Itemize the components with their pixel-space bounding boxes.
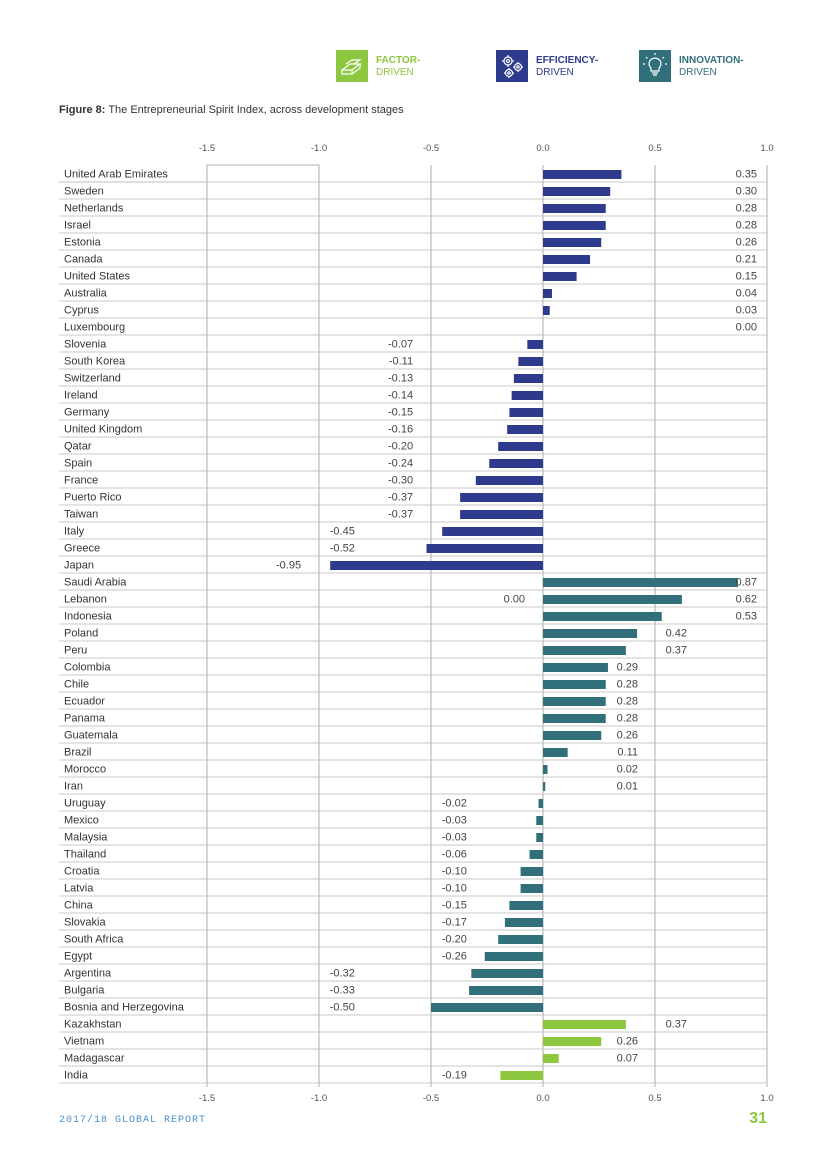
country-label: Guatemala <box>64 729 118 742</box>
value-label: -0.11 <box>388 355 414 368</box>
bar <box>543 612 662 621</box>
value-label: -0.10 <box>441 865 467 878</box>
value-label: -0.03 <box>441 814 467 827</box>
country-label: Estonia <box>64 236 101 249</box>
bar <box>536 816 543 825</box>
country-label: United Kingdom <box>64 423 143 436</box>
bar <box>543 680 606 689</box>
bar <box>543 782 545 791</box>
bar <box>543 238 601 247</box>
tick-label-top: -0.5 <box>422 143 440 154</box>
value-label: 0.11 <box>617 746 638 759</box>
value-label: -0.24 <box>388 457 414 470</box>
country-label: Panama <box>64 712 105 725</box>
legend-line1: EFFICIENCY- <box>536 55 599 66</box>
value-label: -0.37 <box>388 508 414 521</box>
bar <box>460 510 543 519</box>
bar <box>521 867 543 876</box>
bar <box>543 629 637 638</box>
tick-label-bottom: 0.0 <box>536 1093 550 1104</box>
tick-label-top: 0.0 <box>536 143 550 154</box>
bar <box>527 340 543 349</box>
country-label: Argentina <box>64 967 112 980</box>
value-label: 0.30 <box>735 185 757 198</box>
value-label: -0.13 <box>388 372 414 385</box>
bar <box>507 425 543 434</box>
value-label: 0.37 <box>665 644 687 657</box>
country-label: Colombia <box>64 661 111 674</box>
country-label: Poland <box>64 627 99 640</box>
value-label: -0.37 <box>388 491 414 504</box>
country-label: Canada <box>64 253 103 266</box>
country-label: Morocco <box>64 763 107 776</box>
value-label: 0.62 <box>735 593 757 606</box>
tick-label-bottom: 1.0 <box>760 1093 774 1104</box>
country-label: Mexico <box>64 814 99 827</box>
value-label: -0.02 <box>441 797 467 810</box>
value-label: -0.26 <box>441 950 467 963</box>
country-label: Indonesia <box>64 610 112 623</box>
bar <box>500 1071 543 1080</box>
value-label: 0.28 <box>616 712 638 725</box>
value-label: 0.26 <box>616 1035 638 1048</box>
tick-label-top: 1.0 <box>760 143 774 154</box>
value-label: -0.17 <box>441 916 467 929</box>
country-label: Taiwan <box>64 508 99 521</box>
country-label: Japan <box>64 559 94 572</box>
value-label: 0.37 <box>665 1018 687 1031</box>
bar <box>509 901 543 910</box>
bar <box>442 527 543 536</box>
value-label: 0.15 <box>735 270 757 283</box>
country-label: Malaysia <box>64 831 108 844</box>
bar <box>543 272 577 281</box>
country-label: Luxembourg <box>64 321 126 334</box>
bar <box>530 850 543 859</box>
legend-line1: INNOVATION- <box>679 55 744 66</box>
value-label: -0.20 <box>388 440 414 453</box>
country-label: Qatar <box>64 440 92 453</box>
bar <box>543 595 682 604</box>
bar <box>543 204 606 213</box>
country-label: Brazil <box>64 746 92 759</box>
country-label: Bulgaria <box>64 984 105 997</box>
bar <box>543 578 738 587</box>
bar <box>512 391 543 400</box>
bar <box>543 748 568 757</box>
value-label: 0.35 <box>735 168 757 181</box>
bar <box>469 986 543 995</box>
country-label: France <box>64 474 99 487</box>
bar <box>539 799 543 808</box>
country-label: United States <box>64 270 131 283</box>
bar <box>543 221 606 230</box>
bar <box>543 187 610 196</box>
country-label: Israel <box>64 219 91 232</box>
bar <box>489 459 543 468</box>
value-label: 0.26 <box>616 729 638 742</box>
country-label: Vietnam <box>64 1035 105 1048</box>
value-label: 0.03 <box>735 304 757 317</box>
bar <box>498 935 543 944</box>
bar <box>543 289 552 298</box>
tick-label-bottom: 0.5 <box>648 1093 662 1104</box>
bar <box>543 306 550 315</box>
country-label: Thailand <box>64 848 107 861</box>
country-label: Iran <box>64 780 83 793</box>
value-label: 0.53 <box>735 610 757 623</box>
country-label: Australia <box>64 287 107 300</box>
value-label: -0.45 <box>329 525 355 538</box>
country-label: India <box>64 1069 88 1082</box>
bar <box>543 697 606 706</box>
bar <box>514 374 543 383</box>
tick-label-bottom: -1.0 <box>310 1093 328 1104</box>
country-label: Lebanon <box>64 593 107 606</box>
country-label: Peru <box>64 644 88 657</box>
country-label: Slovakia <box>64 916 106 929</box>
page-number: 31 <box>749 1110 767 1127</box>
value-label: -0.07 <box>388 338 414 351</box>
bar <box>543 765 547 774</box>
value-label: -0.14 <box>388 389 414 402</box>
value-label: -0.33 <box>329 984 355 997</box>
country-label: South Africa <box>64 933 124 946</box>
country-label: Saudi Arabia <box>64 576 127 589</box>
bar <box>543 646 626 655</box>
country-label: Cyprus <box>64 304 99 317</box>
bar <box>543 1037 601 1046</box>
bar <box>427 544 543 553</box>
country-label: Uruguay <box>64 797 106 810</box>
bar <box>543 255 590 264</box>
tick-label-top: 0.5 <box>648 143 662 154</box>
country-label: Slovenia <box>64 338 107 351</box>
country-label: Madagascar <box>64 1052 125 1065</box>
tick-label-bottom: -0.5 <box>422 1093 440 1104</box>
bar <box>521 884 543 893</box>
bar <box>543 714 606 723</box>
country-label: Switzerland <box>64 372 121 385</box>
bar <box>505 918 543 927</box>
bar <box>543 731 601 740</box>
value-label: 0.00 <box>735 321 757 334</box>
legend-line2: DRIVEN <box>376 67 414 78</box>
value-label: 0.26 <box>735 236 757 249</box>
country-label: Ecuador <box>64 695 105 708</box>
value-label: -0.15 <box>388 406 414 419</box>
figure-title: The Entrepreneurial Spirit Index, across development stages <box>108 104 404 116</box>
country-label: Puerto Rico <box>64 491 122 504</box>
value-label: -0.30 <box>388 474 414 487</box>
bar <box>431 1003 543 1012</box>
value-label: -0.50 <box>329 1001 355 1014</box>
bar <box>476 476 543 485</box>
country-label: Italy <box>64 525 85 538</box>
value-label-extra: 0.00 <box>503 593 525 606</box>
bar <box>509 408 543 417</box>
value-label: -0.32 <box>329 967 355 980</box>
value-label: 0.04 <box>735 287 757 300</box>
value-label: -0.06 <box>441 848 467 861</box>
value-label: -0.20 <box>441 933 467 946</box>
country-label: Greece <box>64 542 101 555</box>
value-label: 0.02 <box>616 763 638 776</box>
bar <box>543 1020 626 1029</box>
value-label: -0.52 <box>329 542 355 555</box>
value-label: 0.28 <box>616 695 638 708</box>
value-label: -0.19 <box>441 1069 467 1082</box>
value-label: 0.87 <box>735 576 757 589</box>
country-label: Latvia <box>64 882 94 895</box>
bar <box>536 833 543 842</box>
value-label: -0.95 <box>276 559 302 572</box>
country-label: Spain <box>64 457 93 470</box>
bar <box>330 561 543 570</box>
country-label: Sweden <box>64 185 104 198</box>
value-label: -0.15 <box>441 899 467 912</box>
country-label: China <box>64 899 93 912</box>
value-label: 0.07 <box>616 1052 638 1065</box>
footer-report-title: 2017/18 GLOBAL REPORT <box>59 1115 207 1126</box>
value-label: -0.16 <box>388 423 414 436</box>
bar <box>543 1054 559 1063</box>
country-label: Croatia <box>64 865 100 878</box>
value-label: 0.21 <box>735 253 757 266</box>
bar <box>498 442 543 451</box>
value-label: -0.03 <box>441 831 467 844</box>
country-label: United Arab Emirates <box>64 168 168 181</box>
value-label: 0.01 <box>616 780 638 793</box>
value-label: 0.28 <box>735 219 757 232</box>
country-label: Chile <box>64 678 90 691</box>
country-label: Germany <box>64 406 110 419</box>
bar <box>518 357 543 366</box>
tick-label-top: -1.5 <box>198 143 216 154</box>
country-label: Egypt <box>64 950 93 963</box>
value-label: 0.42 <box>665 627 687 640</box>
tick-label-bottom: -1.5 <box>198 1093 216 1104</box>
tick-label-top: -1.0 <box>310 143 328 154</box>
value-label: 0.28 <box>735 202 757 215</box>
legend-line2: DRIVEN <box>536 67 574 78</box>
bar <box>485 952 543 961</box>
bar <box>543 170 621 179</box>
value-label: 0.29 <box>616 661 638 674</box>
country-label: Bosnia and Herzegovina <box>64 1001 184 1014</box>
country-label: South Korea <box>64 355 126 368</box>
value-label: 0.28 <box>616 678 638 691</box>
country-label: Ireland <box>64 389 98 402</box>
bar <box>460 493 543 502</box>
country-label: Netherlands <box>64 202 124 215</box>
figure-label: Figure 8: <box>59 104 106 116</box>
legend-line2: DRIVEN <box>679 67 717 78</box>
bar <box>543 663 608 672</box>
country-label: Kazakhstan <box>64 1018 122 1031</box>
bar <box>471 969 543 978</box>
value-label: -0.10 <box>441 882 467 895</box>
legend-line1: FACTOR- <box>376 55 421 66</box>
